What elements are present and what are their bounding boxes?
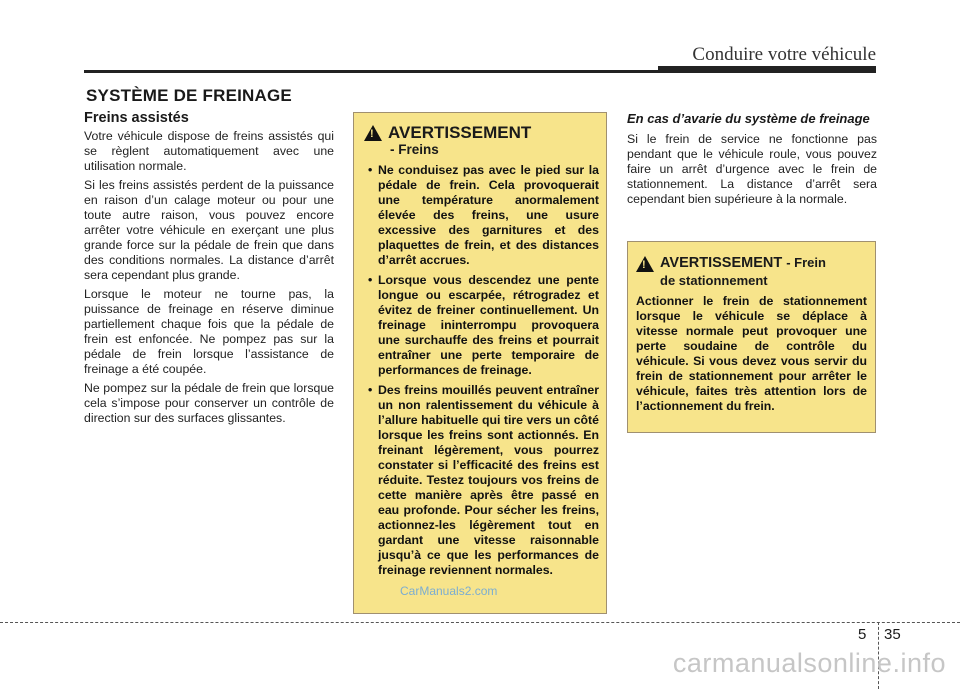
section-number: 5 <box>858 626 867 643</box>
warning-header <box>636 254 867 290</box>
list-item: • Des freins mouillés peuvent entraîner un non ralentissement du véhicule à l’allure habituelle qui tire vers un côté lorsque les freins sont actionnés. En freinant légèrement, vous pourrez constater si l’efficacité des freins est réduite. Testez toujours vos freins de cette manière après être passé en eau profonde. Pour sécher les freins, actionnez-les légèrement tout en gardant une vitesse raisonnable jusqu’à ce que les performances de freinage reviennent normales. <box>368 383 599 577</box>
paragraph: Votre véhicule dispose de freins assistés qui se règlent automatiquement avec une utilisation normale. <box>84 129 334 173</box>
subhead-brake-failure: En cas d’avarie du système de freinage <box>627 111 870 126</box>
footer-rule <box>0 622 960 623</box>
section-title: SYSTÈME DE FREINAGE <box>86 86 292 105</box>
header-rule-accent <box>658 66 876 73</box>
watermark-footer: carmanualsonline.info <box>672 648 946 678</box>
warning-header <box>364 123 599 142</box>
chapter-title: Conduire votre véhicule <box>692 44 876 65</box>
watermark-center: CarManuals2.com <box>400 584 498 598</box>
warning-box-brakes <box>353 112 607 614</box>
warning-triangle-icon <box>364 125 382 141</box>
warning-title: AVERTISSEMENT - Frein de stationnement <box>660 255 826 288</box>
list-item: • Ne conduisez pas avec le pied sur la pédale de frein. Cela provoquerait une température anormalement élevée des freins, une usure excessive des garnitures et des plaquettes de frein, et des distances d’arrêt accrues. <box>368 163 599 267</box>
paragraph: Ne pompez sur la pédale de frein que lorsque cela s’impose pour conserver un contrôle de direction sur des surfaces glissantes. <box>84 381 334 425</box>
warning-box-parking-brake <box>627 241 876 433</box>
paragraph: Si les freins assistés perdent de la puissance en raison d’un calage moteur ou pour une toute autre raison, vous pouvez encore arrêter votre véhicule en exerçant une plus grande force sur la pédale de frein que dans des conditions normales. La distance d’arrêt sera cependant plus grande. <box>84 178 334 282</box>
header-rule <box>84 70 658 73</box>
list-item: • Lorsque vous descendez une pente longue ou escarpée, rétrogradez et évitez de freiner continuellement. Un freinage ininterrompu provoquera une surchauffe des freins et pourrait entraîner une perte temporaire de performances de freinage. <box>368 273 599 377</box>
page-number: 35 <box>884 626 901 643</box>
warning-subtitle: - Freins <box>390 142 439 157</box>
column-1 <box>84 110 334 430</box>
subhead-power-brakes: Freins assistés <box>84 110 189 126</box>
warning-title: AVERTISSEMENT <box>388 123 532 142</box>
paragraph: Lorsque le moteur ne tourne pas, la puissance de freinage en réserve diminue partiellement chaque fois que la pédale de frein est enfoncée. Ne pompez pas sur la pédale de frein lorsque l’assistance de freinage a été coupée. <box>84 287 334 376</box>
warning-body: Actionner le frein de stationnement lorsque le véhicule se déplace à vitesse normale peut provoquer une perte soudaine de contrôle du véhicule. Si vous devez vous servir du frein de stationnement pour arrêter le véhicule, faites très attention lors de l’actionnement du frein. <box>636 294 867 413</box>
warning-triangle-icon <box>636 256 654 272</box>
column-3 <box>627 112 877 211</box>
paragraph: Si le frein de service ne fonctionne pas pendant que le véhicule roule, vous pouvez faire un arrêt d’urgence avec le frein de stationnement. La distance d’arrêt sera cependant bien supérieure à la normale. <box>627 132 877 206</box>
warning-list <box>364 163 599 578</box>
